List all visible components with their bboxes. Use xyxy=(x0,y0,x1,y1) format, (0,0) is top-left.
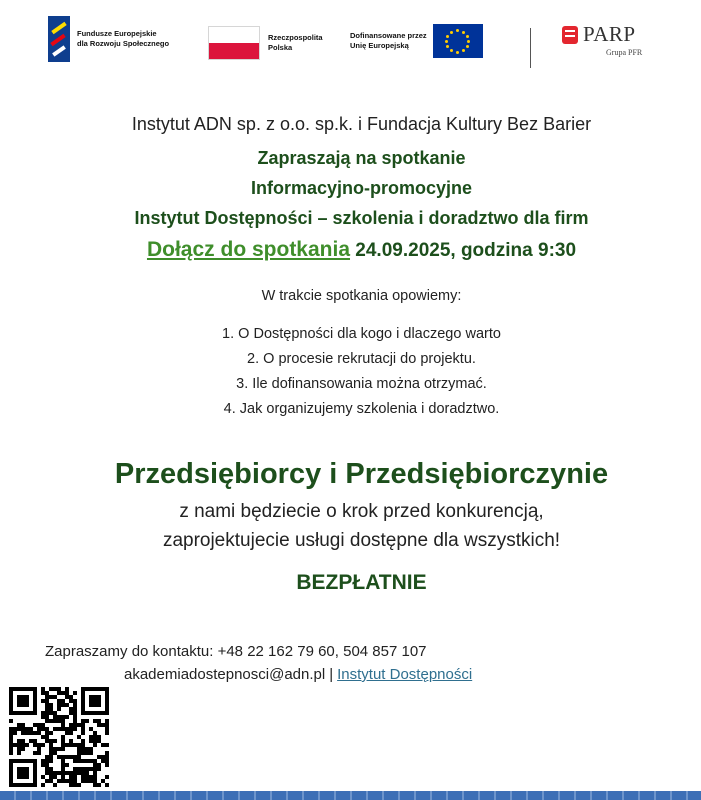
eu-cofinancing-logo xyxy=(350,24,483,58)
parp-subtitle: Grupa PFR xyxy=(606,48,643,57)
rzeczpospolita-polska-logo xyxy=(208,26,323,60)
fundusze-line1: Fundusze Europejskie xyxy=(77,29,157,38)
invite-line-2: Informacyjno-promocyjne xyxy=(250,178,473,198)
subline-2: zaprojektujecie usługi dostępne dla wszystkich! xyxy=(162,530,561,551)
agenda-intro: W trakcie spotkania opowiemy: xyxy=(261,288,462,304)
rp-line1: Rzeczpospolita xyxy=(268,33,323,42)
logo-bar xyxy=(0,10,701,70)
ue-line2: Unię Europejską xyxy=(350,41,409,50)
contact-separator: | xyxy=(329,666,334,683)
organizer-line: Instytut ADN sp. z o.o. sp.k. i Fundacja Kultury Bez Barier xyxy=(131,114,592,134)
contact-email: akademiadostepnosci@adn.pl xyxy=(124,666,326,683)
meeting-date: 24.09.2025, godzina 9:30 xyxy=(355,240,577,261)
fundusze-line2: dla Rozwoju Społecznego xyxy=(77,39,170,48)
bottom-decorative-bar xyxy=(0,791,701,800)
contact-email-line xyxy=(124,666,472,683)
free-label: BEZPŁATNIE xyxy=(296,571,427,594)
fundusze-europejskie-symbol-icon xyxy=(48,16,70,62)
parp-name: PARP xyxy=(583,22,636,46)
invite-line-1: Zapraszają na spotkanie xyxy=(257,148,466,168)
agenda-list xyxy=(0,322,701,422)
qr-code-icon xyxy=(8,686,110,788)
join-meeting-link[interactable]: Dołącz do spotkania xyxy=(146,238,351,261)
logo-divider xyxy=(530,28,531,68)
join-line xyxy=(0,238,701,262)
fundusze-europejskie-logo xyxy=(48,16,169,62)
invite-line-3: Instytut Dostępności – szkolenia i doradztwo dla firm xyxy=(134,208,589,228)
eu-flag-icon xyxy=(433,24,483,58)
polish-flag-icon xyxy=(208,26,260,60)
agenda-item: 2. O procesie rekrutacji do projektu. xyxy=(247,351,476,367)
headline: Przedsiębiorcy i Przedsiębiorczynie xyxy=(114,458,609,490)
parp-logo xyxy=(562,22,642,57)
instytut-dostepnosci-link[interactable]: Instytut Dostępności xyxy=(337,666,473,683)
parp-mark-icon xyxy=(562,26,578,44)
agenda-item: 4. Jak organizujemy szkolenia i doradztwo. xyxy=(223,401,500,417)
rp-line2: Polska xyxy=(268,43,293,52)
contact-phone-line: Zapraszamy do kontaktu: +48 22 162 79 60, 504 857 107 xyxy=(45,643,427,660)
agenda-item: 1. O Dostępności dla kogo i dlaczego warto xyxy=(222,326,501,342)
ue-line1: Dofinansowane przez xyxy=(350,31,427,40)
agenda-item: 3. Ile dofinansowania można otrzymać. xyxy=(236,376,487,392)
subline-1: z nami będziecie o krok przed konkurencją, xyxy=(179,501,544,522)
